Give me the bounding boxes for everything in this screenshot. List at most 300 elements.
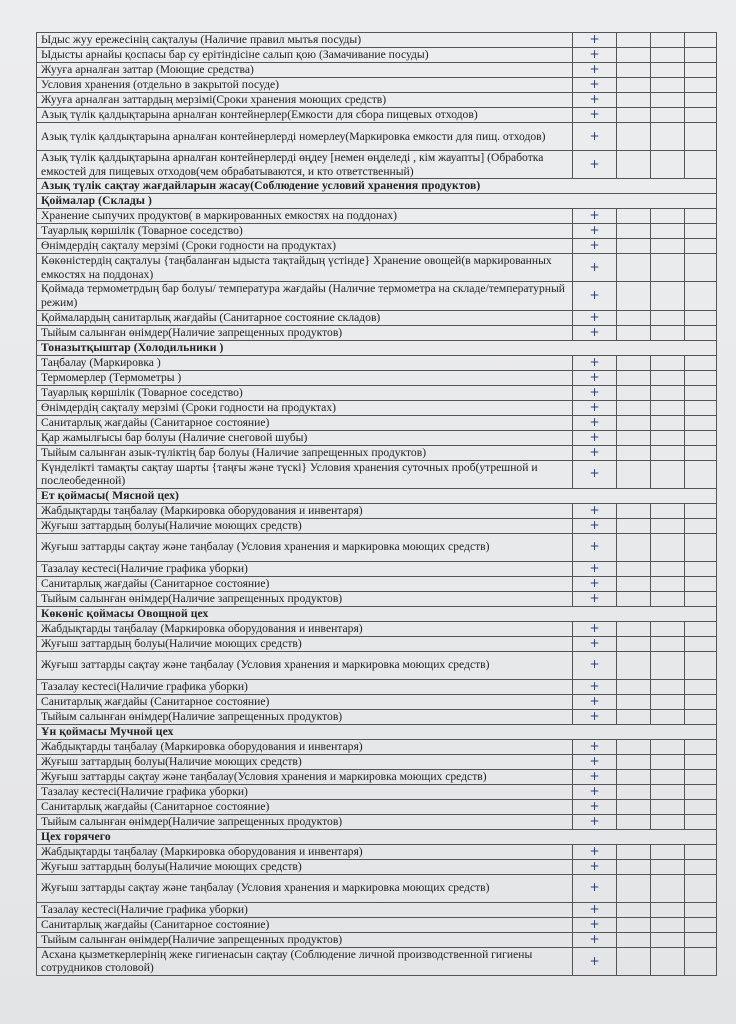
checklist-item-label: Санитарлық жағдайы (Санитарное состояние)	[37, 694, 573, 709]
checklist-row	[37, 902, 717, 917]
empty-cell	[685, 108, 717, 123]
empty-cell	[685, 460, 717, 488]
empty-cell	[617, 518, 651, 533]
check-mark-cell	[573, 799, 617, 814]
checklist-row	[37, 651, 717, 679]
check-mark-icon: +	[589, 445, 600, 459]
section-header-row	[37, 829, 717, 844]
empty-cell	[685, 784, 717, 799]
empty-cell	[617, 859, 651, 874]
checklist-item-label: Хранение сыпучих продуктов( в маркированных емкостях на поддонах)	[37, 209, 573, 224]
checklist-table	[36, 32, 717, 976]
checklist-row	[37, 769, 717, 784]
section-title: Көкөніс қоймасы Овощной цех	[37, 606, 717, 621]
check-mark-cell	[573, 636, 617, 651]
empty-cell	[685, 415, 717, 430]
checklist-row	[37, 947, 717, 975]
empty-cell	[651, 754, 685, 769]
check-mark-icon: +	[589, 657, 600, 672]
check-mark-icon: +	[589, 370, 600, 384]
checklist-row	[37, 917, 717, 932]
empty-cell	[651, 576, 685, 591]
empty-cell	[617, 385, 651, 400]
check-mark-cell	[573, 694, 617, 709]
empty-cell	[651, 932, 685, 947]
empty-cell	[617, 739, 651, 754]
check-mark-cell	[573, 430, 617, 445]
empty-cell	[685, 709, 717, 724]
empty-cell	[651, 400, 685, 415]
checklist-item-label: Тыйым салынған өнімдер(Наличие запрещенных продуктов)	[37, 709, 573, 724]
checklist-item-label: Тыйым салынған азык-түліктің бар болуы (Наличие запрещенных продуктов)	[37, 445, 573, 460]
check-mark-icon: +	[589, 518, 600, 532]
checklist-item-label: Азық түлік қалдықтарына арналған контейнерлерді өңдеу [немен өңделеді , кім жауапты] (Обработка емкостей для пищевых отходов(чем обрабатываются, и кто ответственный)	[37, 151, 573, 179]
check-mark-cell	[573, 503, 617, 518]
check-mark-icon: +	[589, 880, 600, 895]
check-mark-cell	[573, 561, 617, 576]
empty-cell	[651, 694, 685, 709]
empty-cell	[617, 844, 651, 859]
check-mark-cell	[573, 784, 617, 799]
check-mark-icon: +	[589, 77, 600, 92]
empty-cell	[685, 902, 717, 917]
checklist-item-label: Өнімдердің сақталу мерзімі (Сроки годности на продуктах)	[37, 400, 573, 415]
section-title: Ет қоймасы( Мясной цех)	[37, 488, 717, 503]
empty-cell	[651, 224, 685, 239]
check-mark-icon: +	[589, 932, 600, 946]
empty-cell	[617, 754, 651, 769]
empty-cell	[617, 224, 651, 239]
empty-cell	[617, 108, 651, 123]
empty-cell	[685, 325, 717, 340]
check-mark-cell	[573, 370, 617, 385]
check-mark-icon: +	[589, 107, 600, 122]
section-title: Қоймалар (Склады )	[37, 194, 717, 209]
empty-cell	[685, 518, 717, 533]
empty-cell	[617, 282, 651, 310]
check-mark-cell	[573, 224, 617, 239]
section-header-row	[37, 194, 717, 209]
empty-cell	[617, 874, 651, 902]
empty-cell	[651, 651, 685, 679]
empty-cell	[685, 799, 717, 814]
empty-cell	[685, 33, 717, 48]
empty-cell	[617, 445, 651, 460]
check-mark-icon: +	[589, 709, 600, 723]
checklist-row	[37, 533, 717, 561]
checklist-item-label: Тазалау кестесі(Наличие графика уборки)	[37, 784, 573, 799]
empty-cell	[617, 769, 651, 784]
empty-cell	[685, 78, 717, 93]
check-mark-cell	[573, 78, 617, 93]
checklist-item-label: Жуғыш заттарды сақтау және таңбалау (Условия хранения и маркировка моющих средств)	[37, 651, 573, 679]
check-mark-icon: +	[589, 62, 600, 77]
checklist-item-label: Условия хранения (отдельно в закрытой посуде)	[37, 78, 573, 93]
check-mark-icon: +	[589, 859, 600, 873]
check-mark-cell	[573, 400, 617, 415]
checklist-item-label: Жабдықтарды таңбалау (Маркировка оборудования и инвентаря)	[37, 503, 573, 518]
empty-cell	[617, 254, 651, 282]
empty-cell	[617, 576, 651, 591]
checklist-row	[37, 784, 717, 799]
checklist-item-label: Қоймалардың санитарлық жағдайы (Санитарное состояние складов)	[37, 310, 573, 325]
empty-cell	[651, 739, 685, 754]
empty-cell	[651, 859, 685, 874]
empty-cell	[685, 874, 717, 902]
checklist-row	[37, 754, 717, 769]
check-mark-icon: +	[589, 310, 600, 324]
checklist-row	[37, 621, 717, 636]
empty-cell	[651, 591, 685, 606]
section-header-row	[37, 179, 717, 194]
empty-cell	[685, 621, 717, 636]
check-mark-cell	[573, 814, 617, 829]
check-mark-cell	[573, 621, 617, 636]
empty-cell	[651, 709, 685, 724]
section-title: Азық түлік сақтау жағдайларын жасау(Соблюдение условий хранения продуктов)	[37, 179, 717, 194]
checklist-row	[37, 239, 717, 254]
check-mark-icon: +	[589, 539, 600, 554]
empty-cell	[651, 844, 685, 859]
checklist-row	[37, 310, 717, 325]
empty-cell	[651, 239, 685, 254]
checklist-item-label: Жуғыш заттарды сақтау және таңбалау(Условия хранения и маркировка моющих средств)	[37, 769, 573, 784]
checklist-item-label: Жууға арналған заттар (Моющие средства)	[37, 63, 573, 78]
checklist-item-label: Тыйым салынған өнімдер(Наличие запрещенных продуктов)	[37, 325, 573, 340]
check-mark-cell	[573, 769, 617, 784]
checklist-row	[37, 63, 717, 78]
empty-cell	[617, 503, 651, 518]
section-title: Тоназытқыштар (Холодильники )	[37, 340, 717, 355]
checklist-row	[37, 224, 717, 239]
empty-cell	[617, 709, 651, 724]
checklist-row	[37, 859, 717, 874]
empty-cell	[617, 561, 651, 576]
empty-cell	[617, 636, 651, 651]
empty-cell	[685, 63, 717, 78]
checklist-item-label: Қар жамылғысы бар болуы (Наличие снеговой шубы)	[37, 430, 573, 445]
empty-cell	[651, 874, 685, 902]
empty-cell	[685, 254, 717, 282]
checklist-item-label: Ыдысты арнайы қоспасы бар су ерітіндісіне салып қою (Замачивание посуды)	[37, 48, 573, 63]
empty-cell	[685, 844, 717, 859]
empty-cell	[617, 591, 651, 606]
check-mark-cell	[573, 385, 617, 400]
section-title: Ұн қоймасы Мучной цех	[37, 724, 717, 739]
checklist-item-label: Тауарлық көршілік (Товарное соседство)	[37, 224, 573, 239]
empty-cell	[617, 814, 651, 829]
empty-cell	[685, 947, 717, 975]
check-mark-cell	[573, 254, 617, 282]
check-mark-cell	[573, 460, 617, 488]
empty-cell	[651, 460, 685, 488]
empty-cell	[651, 799, 685, 814]
check-mark-cell	[573, 63, 617, 78]
empty-cell	[651, 814, 685, 829]
check-mark-icon: +	[589, 799, 600, 813]
checklist-item-label: Санитарлық жағдайы (Санитарное состояние)	[37, 576, 573, 591]
empty-cell	[651, 254, 685, 282]
checklist-row	[37, 108, 717, 123]
empty-cell	[685, 533, 717, 561]
section-header-row	[37, 724, 717, 739]
checklist-row	[37, 209, 717, 224]
checklist-item-label: Таңбалау (Маркировка )	[37, 355, 573, 370]
checklist-item-label: Жуғыш заттарды сақтау және таңбалау (Условия хранения и маркировка моющих средств)	[37, 874, 573, 902]
empty-cell	[685, 754, 717, 769]
empty-cell	[685, 151, 717, 179]
empty-cell	[651, 561, 685, 576]
empty-cell	[685, 769, 717, 784]
empty-cell	[685, 224, 717, 239]
checklist-row	[37, 48, 717, 63]
checklist-row	[37, 370, 717, 385]
empty-cell	[685, 445, 717, 460]
empty-cell	[651, 48, 685, 63]
empty-cell	[617, 430, 651, 445]
check-mark-icon: +	[589, 739, 600, 753]
check-mark-cell	[573, 239, 617, 254]
checklist-row	[37, 591, 717, 606]
check-mark-cell	[573, 533, 617, 561]
empty-cell	[617, 400, 651, 415]
checklist-item-label: Жуғыш заттардың болуы(Наличие моющих средств)	[37, 636, 573, 651]
check-mark-cell	[573, 754, 617, 769]
checklist-item-label: Жуғыш заттардың болуы(Наличие моющих средств)	[37, 518, 573, 533]
check-mark-icon: +	[589, 238, 600, 253]
checklist-row	[37, 874, 717, 902]
checklist-item-label: Тыйым салынған өнімдер(Наличие запрещенных продуктов)	[37, 932, 573, 947]
empty-cell	[617, 355, 651, 370]
checklist-row	[37, 709, 717, 724]
empty-cell	[651, 63, 685, 78]
empty-cell	[651, 769, 685, 784]
empty-cell	[685, 679, 717, 694]
empty-cell	[685, 932, 717, 947]
empty-cell	[651, 533, 685, 561]
empty-cell	[685, 370, 717, 385]
check-mark-icon: +	[589, 679, 600, 693]
checklist-item-label: Жуғыш заттардың болуы(Наличие моющих средств)	[37, 859, 573, 874]
empty-cell	[651, 518, 685, 533]
empty-cell	[685, 48, 717, 63]
check-mark-icon: +	[589, 561, 600, 575]
empty-cell	[651, 385, 685, 400]
empty-cell	[685, 917, 717, 932]
empty-cell	[617, 694, 651, 709]
check-mark-icon: +	[589, 223, 600, 238]
empty-cell	[685, 859, 717, 874]
empty-cell	[651, 917, 685, 932]
check-mark-cell	[573, 902, 617, 917]
checklist-row	[37, 932, 717, 947]
check-mark-cell	[573, 739, 617, 754]
empty-cell	[685, 209, 717, 224]
checklist-row	[37, 385, 717, 400]
check-mark-icon: +	[589, 430, 600, 444]
check-mark-cell	[573, 859, 617, 874]
check-mark-cell	[573, 310, 617, 325]
empty-cell	[617, 533, 651, 561]
empty-cell	[685, 636, 717, 651]
empty-cell	[651, 636, 685, 651]
empty-cell	[685, 123, 717, 151]
empty-cell	[651, 33, 685, 48]
check-mark-icon: +	[589, 128, 600, 143]
check-mark-cell	[573, 844, 617, 859]
empty-cell	[617, 621, 651, 636]
checklist-row	[37, 254, 717, 282]
check-mark-cell	[573, 679, 617, 694]
empty-cell	[617, 93, 651, 108]
empty-cell	[651, 123, 685, 151]
section-header-row	[37, 340, 717, 355]
empty-cell	[617, 651, 651, 679]
empty-cell	[617, 460, 651, 488]
check-mark-icon: +	[589, 355, 600, 369]
checklist-item-label: Тазалау кестесі(Наличие графика уборки)	[37, 561, 573, 576]
empty-cell	[685, 561, 717, 576]
checklist-row	[37, 460, 717, 488]
empty-cell	[617, 917, 651, 932]
checklist-row	[37, 33, 717, 48]
empty-cell	[617, 679, 651, 694]
check-mark-cell	[573, 151, 617, 179]
checklist-row	[37, 400, 717, 415]
empty-cell	[651, 430, 685, 445]
empty-cell	[651, 93, 685, 108]
check-mark-icon: +	[589, 953, 600, 968]
check-mark-cell	[573, 947, 617, 975]
checklist-item-label: Ыдыс жуу ережесінің сақталуы (Наличие правил мытья посуды)	[37, 33, 573, 48]
checklist-row	[37, 814, 717, 829]
empty-cell	[617, 784, 651, 799]
empty-cell	[685, 430, 717, 445]
empty-cell	[617, 932, 651, 947]
checklist-row	[37, 78, 717, 93]
checklist-item-label: Жабдықтарды таңбалау (Маркировка оборудования и инвентаря)	[37, 739, 573, 754]
checklist-item-label: Қоймада термометрдың бар болуы/ температура жағдайы (Наличие термометра на складе/температурный режим)	[37, 282, 573, 310]
empty-cell	[685, 814, 717, 829]
check-mark-icon: +	[589, 844, 600, 858]
empty-cell	[685, 576, 717, 591]
check-mark-cell	[573, 209, 617, 224]
checklist-row	[37, 636, 717, 651]
check-mark-icon: +	[589, 385, 600, 399]
section-header-row	[37, 488, 717, 503]
checklist-item-label: Тазалау кестесі(Наличие графика уборки)	[37, 902, 573, 917]
check-mark-icon: +	[589, 415, 600, 429]
empty-cell	[617, 151, 651, 179]
checklist-item-label: Жабдықтарды таңбалау (Маркировка оборудования и инвентаря)	[37, 621, 573, 636]
check-mark-icon: +	[589, 47, 600, 62]
check-mark-icon: +	[589, 400, 600, 414]
check-mark-icon: +	[589, 769, 600, 783]
check-mark-icon: +	[589, 917, 600, 931]
check-mark-icon: +	[589, 92, 600, 107]
checklist-item-label: Күнделікті тамақты сақтау шарты {таңғы және түскі} Условия хранения суточных проб(утрешной и послеобеденной)	[37, 460, 573, 488]
check-mark-icon: +	[589, 694, 600, 708]
check-mark-cell	[573, 33, 617, 48]
checklist-item-label: Азық түлік қалдықтарына арналған контейнерлерді номерлеу(Маркировка емкости для пищ. отходов)	[37, 123, 573, 151]
checklist-row	[37, 445, 717, 460]
empty-cell	[685, 310, 717, 325]
empty-cell	[685, 739, 717, 754]
check-mark-icon: +	[589, 503, 600, 517]
checklist-item-label: Санитарлық жағдайы (Санитарное состояние)	[37, 917, 573, 932]
empty-cell	[617, 947, 651, 975]
checklist-row	[37, 799, 717, 814]
checklist-item-label: Асхана қызметкерлерінің жеке гигиенасын сақтау (Соблюдение личной производственной гигиены сотрудников столовой)	[37, 947, 573, 975]
check-mark-cell	[573, 123, 617, 151]
section-title: Цех горячего	[37, 829, 717, 844]
empty-cell	[651, 621, 685, 636]
empty-cell	[651, 209, 685, 224]
check-mark-icon: +	[589, 591, 600, 605]
empty-cell	[651, 151, 685, 179]
empty-cell	[651, 310, 685, 325]
empty-cell	[617, 78, 651, 93]
check-mark-icon: +	[589, 208, 600, 223]
check-mark-cell	[573, 108, 617, 123]
check-mark-icon: +	[589, 621, 600, 635]
check-mark-icon: +	[589, 784, 600, 798]
checklist-row	[37, 93, 717, 108]
empty-cell	[651, 370, 685, 385]
checklist-row	[37, 739, 717, 754]
section-header-row	[37, 606, 717, 621]
checklist-row	[37, 503, 717, 518]
check-mark-cell	[573, 932, 617, 947]
empty-cell	[651, 415, 685, 430]
checklist-item-label: Санитарлық жағдайы (Санитарное состояние)	[37, 415, 573, 430]
empty-cell	[685, 503, 717, 518]
checklist-item-label: Жуғыш заттарды сақтау және таңбалау (Условия хранения и маркировка моющих средств)	[37, 533, 573, 561]
empty-cell	[617, 799, 651, 814]
empty-cell	[617, 48, 651, 63]
check-mark-cell	[573, 415, 617, 430]
empty-cell	[651, 325, 685, 340]
checklist-row	[37, 355, 717, 370]
empty-cell	[617, 33, 651, 48]
check-mark-cell	[573, 874, 617, 902]
empty-cell	[651, 445, 685, 460]
check-mark-icon: +	[589, 32, 600, 47]
checklist-row	[37, 679, 717, 694]
empty-cell	[685, 355, 717, 370]
checklist-item-label: Термомерлер (Термометры )	[37, 370, 573, 385]
check-mark-icon: +	[589, 259, 600, 274]
checklist-item-label: Көкөністердің сақталуы {таңбаланған ыдыста тақтайдың үстінде} Хранение овощей(в маркированных емкостях на поддонах)	[37, 254, 573, 282]
check-mark-cell	[573, 651, 617, 679]
empty-cell	[651, 355, 685, 370]
check-mark-icon: +	[589, 636, 600, 650]
empty-cell	[617, 239, 651, 254]
check-mark-icon: +	[589, 156, 600, 171]
check-mark-cell	[573, 445, 617, 460]
checklist-row	[37, 430, 717, 445]
check-mark-cell	[573, 709, 617, 724]
empty-cell	[617, 902, 651, 917]
check-mark-cell	[573, 48, 617, 63]
checklist-item-label: Жуғыш заттардың болуы(Наличие моющих средств)	[37, 754, 573, 769]
checklist-item-label: Тыйым салынған өнімдер(Наличие запрещенных продуктов)	[37, 591, 573, 606]
empty-cell	[685, 239, 717, 254]
check-mark-cell	[573, 93, 617, 108]
checklist-row	[37, 694, 717, 709]
check-mark-cell	[573, 576, 617, 591]
empty-cell	[651, 679, 685, 694]
